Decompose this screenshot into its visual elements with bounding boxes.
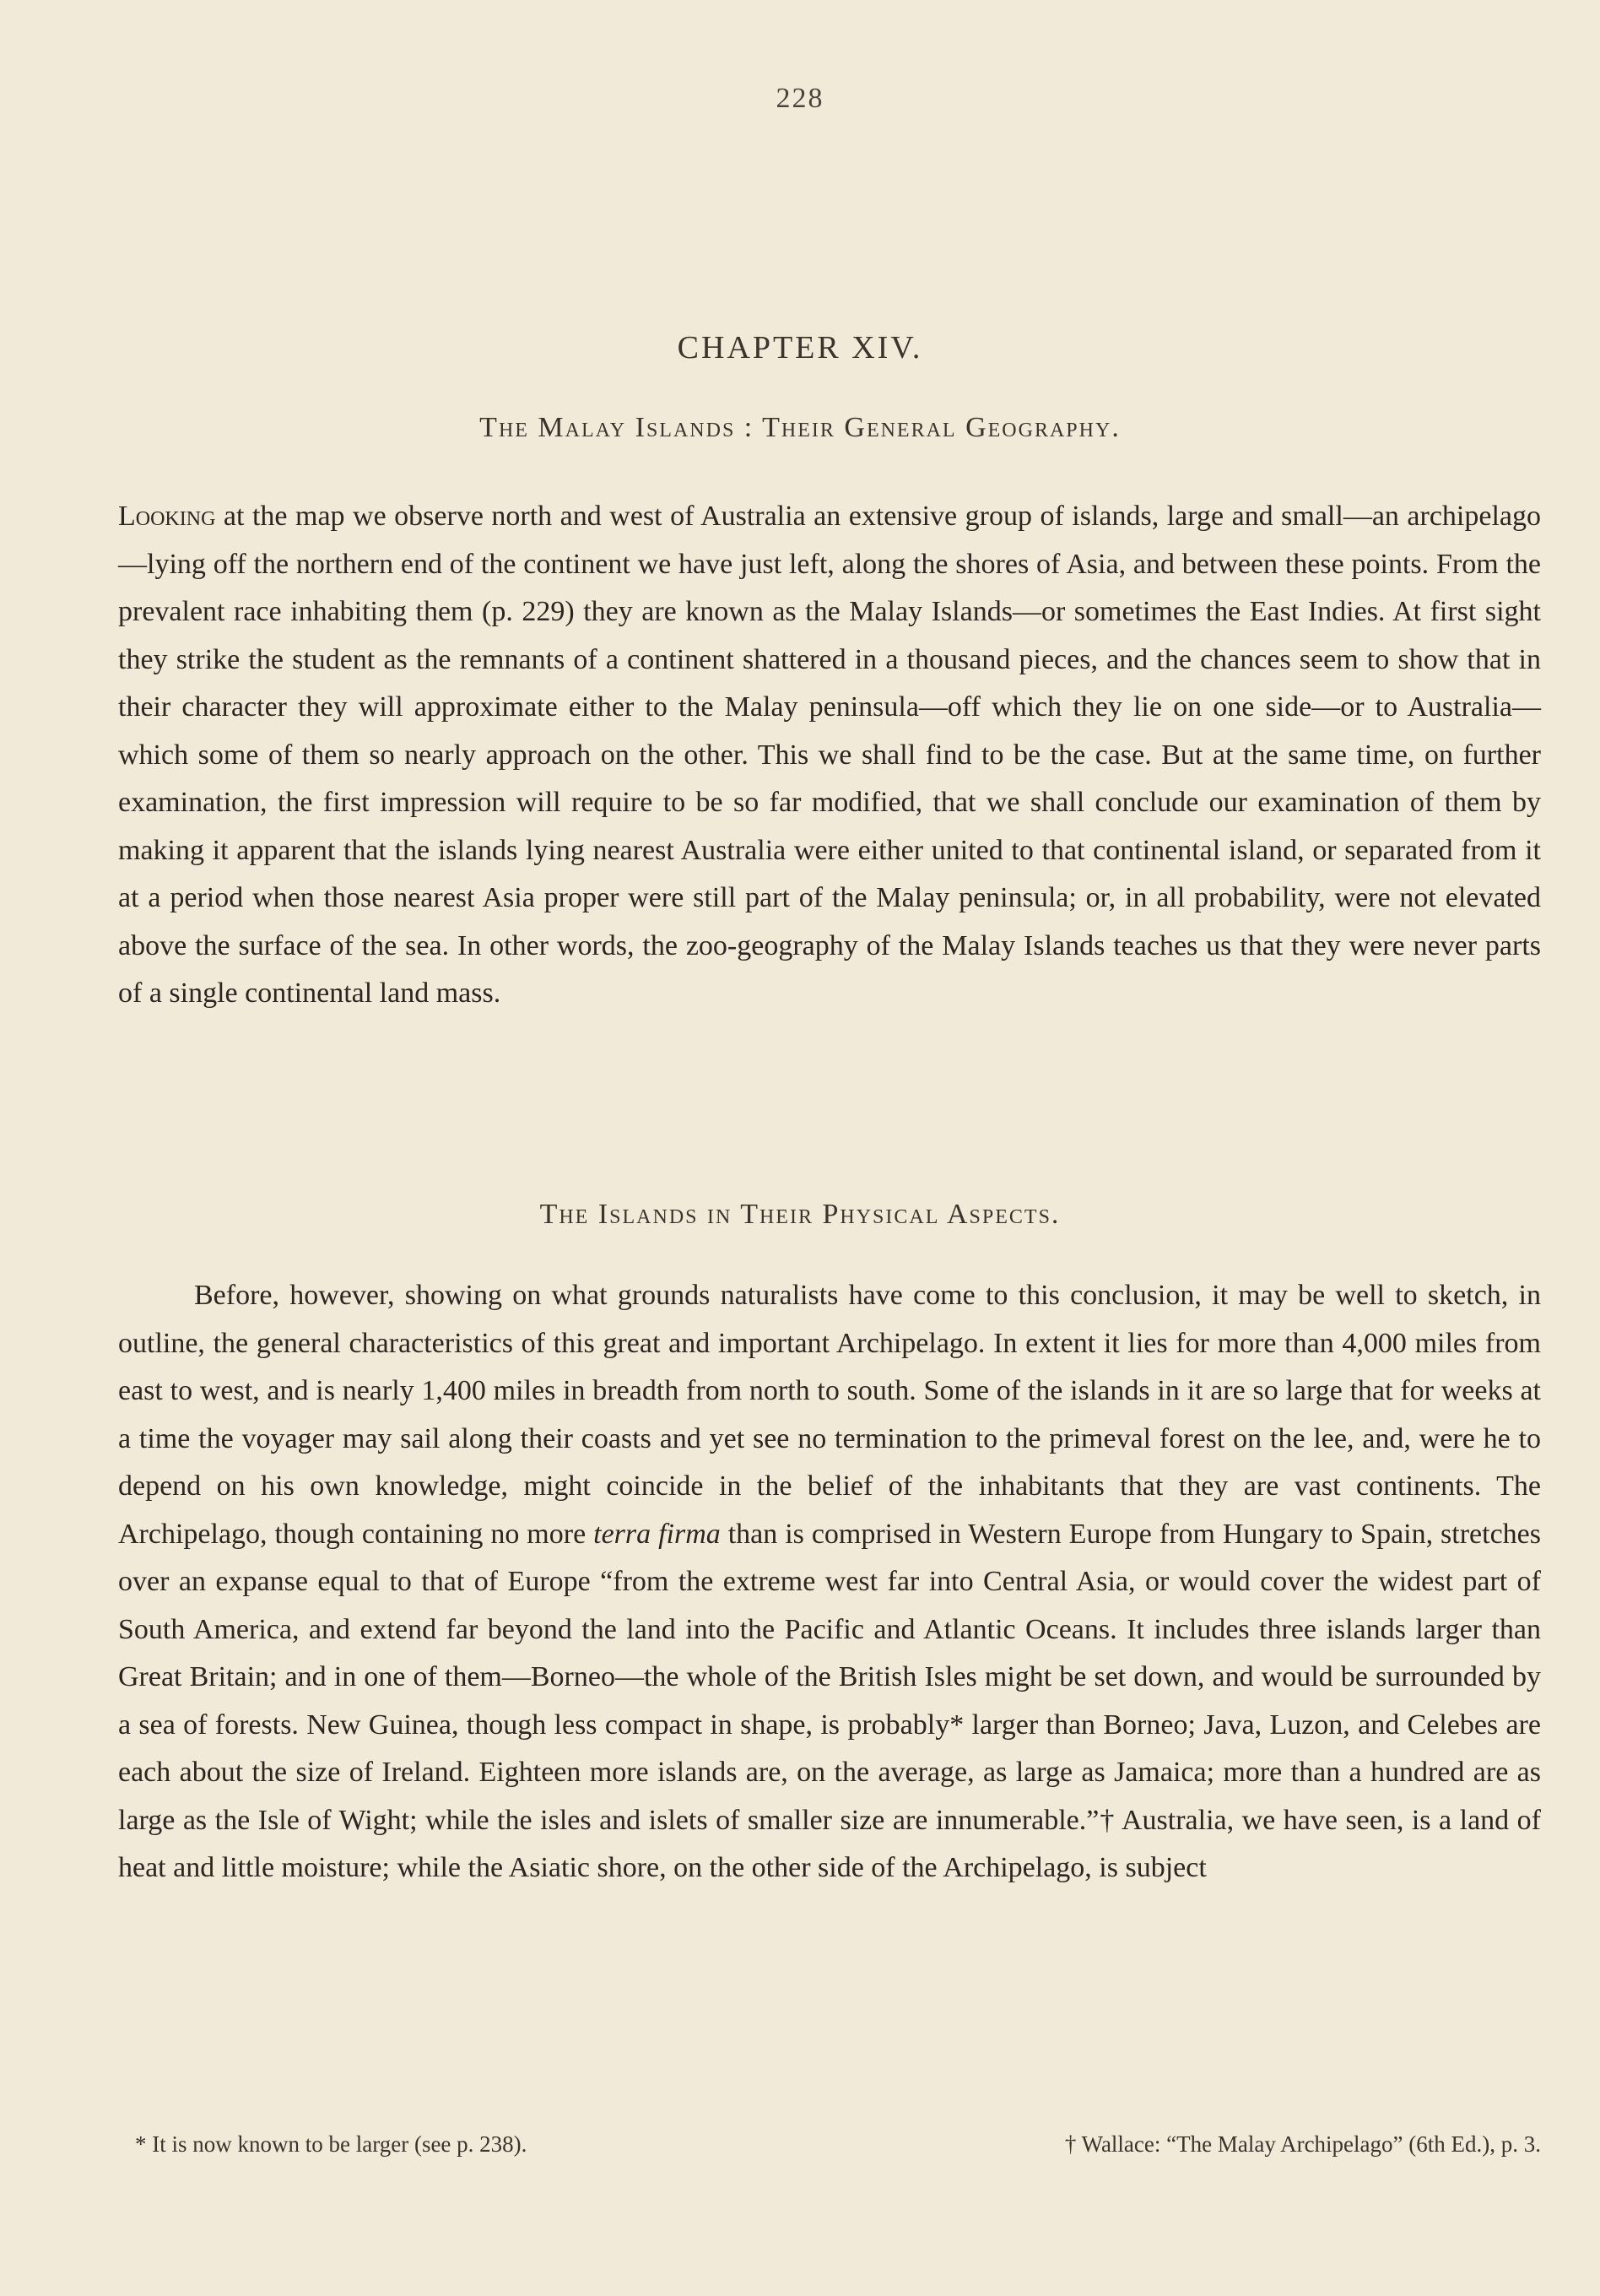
paragraph-text-part-b: than is comprised in Western Europe from Hungary to Spain, stretches over an expanse equal to that of Europe “from the extreme west far into Central Asia, or would cover the widest part of South America, and extend far beyond the land into the Pacific and Atlantic Oceans. It includes three islands larger than Great Britain; and in one of them—Borneo—the whole of the British Isles might be set down, and would be surrounded by a sea of forests. New Guinea, though less compact in shape, is probably* larger than Borneo; Java, Luzon, and Celebes are each about the size of Ireland. Eighteen more islands are, on the average, as large as Jamaica; more than a hundred are as large as the Isle of Wight; while the isles and islets of smaller size are innumerable.”† Australia, we have seen, is a land of heat and little moisture; while the Asiatic shore, on the other side of the Archipelago, is subject: [118, 1518, 1542, 1883]
italic-phrase: terra firma: [593, 1518, 721, 1550]
footnote-2: † Wallace: “The Malay Archipelago” (6th Ed.), p. 3.: [1064, 2131, 1541, 2157]
paragraph-intro: [118, 493, 1541, 1018]
page-number: 228: [776, 83, 824, 114]
section-heading-physical-aspects: The Islands in Their Physical Aspects.: [539, 1199, 1061, 1230]
paragraph-intro-text: at the map we observe north and west of Australia an extensive group of islands, large and small—an archipelago—lying off the northern end of the continent we have just left, along the shores of Asia, and between these points. From the prevalent race inhabiting them (p. 229) they are known as the Malay Islands—or sometimes the East Indies. At first sight they strike the student as the remnants of a continent shattered in a thousand pieces, and the chances seem to show that in their character they will approximate either to the Malay peninsula—off which they lie on one side—or to Australia—which some of them so nearly approach on the other. This we shall find to be the case. But at the same time, on further examination, the first impression will require to be so far modified, that we shall conclude our examination of them by making it apparent that the islands lying nearest Australia were either united to that continental island, or separated from it at a period when those nearest Asia proper were still part of the Malay peninsula; or, in all probability, were not elevated above the surface of the sea. In other words, the zoo-geography of the Malay Islands teaches us that they were never parts of a single continental land mass.: [118, 501, 1541, 1009]
footnotes: [135, 2131, 1541, 2158]
chapter-title: CHAPTER XIV.: [677, 330, 923, 366]
section-heading-geography: The Malay Islands : Their General Geography.: [479, 412, 1121, 443]
lead-word: Looking: [118, 501, 216, 532]
paragraph-physical-aspects: [118, 1272, 1541, 1893]
footnote-1: * It is now known to be larger (see p. 238).: [135, 2131, 527, 2157]
paragraph-text-part-a: Before, however, showing on what grounds naturalists have come to this conclusion, it may be well to sketch, in outline, the general characteristics of this great and important Archipelago. In extent it lies for more than 4,000 miles from east to west, and is nearly 1,400 miles in breadth from north to south. Some of the islands in it are so large that for weeks at a time the voyager may sail along their coasts and yet see no termination to the primeval forest on the lee, and, were he to depend on his own knowledge, might coincide in the belief of the inhabitants that they are vast continents. The Archipelago, though containing no more: [118, 1280, 1541, 1550]
